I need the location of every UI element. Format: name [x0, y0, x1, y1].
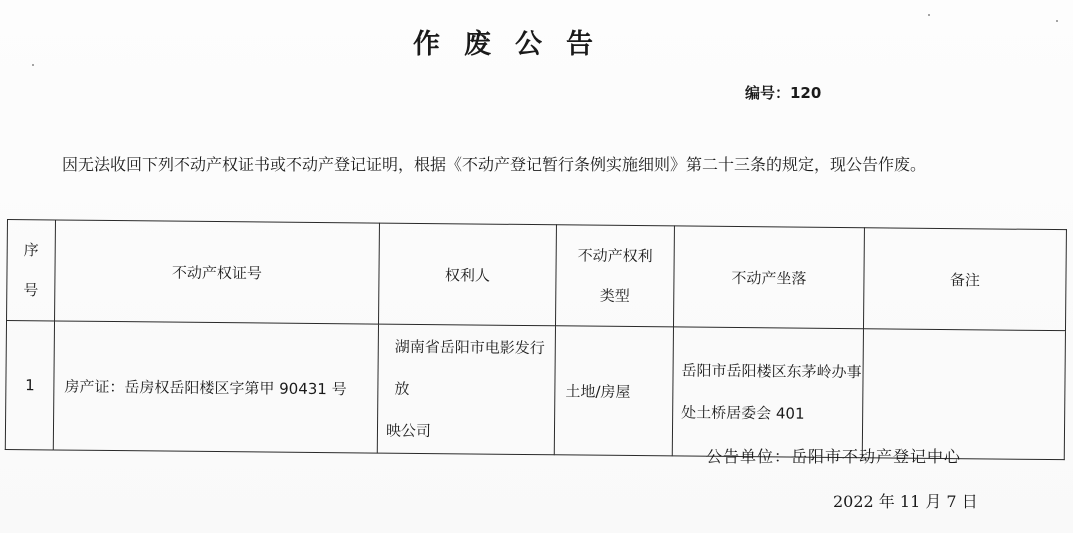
cell-location-line-1: 岳阳市岳阳楼区东茅岭办事 — [681, 361, 862, 382]
cell-owner-line-2: 映公司 — [385, 421, 432, 441]
header-cert-number: 不动产权证号 — [55, 220, 380, 324]
document-title: 作废公告 — [413, 29, 617, 60]
issuing-unit: 公告单位：岳阳市不动产登记中心 — [706, 447, 962, 466]
cell-location-line-2: 处土桥居委会 401 — [681, 403, 805, 423]
intro-paragraph: 因无法收回下列不动产权证书或不动产登记证明，根据《不动产登记暂行条例实施细则》第二十三条的规定，现公告作废。 — [62, 155, 927, 174]
header-seq-line-1: 序 — [23, 241, 39, 260]
cell-note — [862, 329, 1065, 460]
header-owner: 权利人 — [379, 223, 557, 326]
cell-owner — [377, 324, 555, 455]
cell-right-type: 土地/房屋 — [554, 326, 673, 456]
cell-cert-number: 房产证：岳房权岳阳楼区字第甲 90431 号 — [53, 321, 378, 453]
cell-owner-line-1: 湖南省岳阳市电影发行放 — [394, 337, 545, 398]
scan-speck — [1056, 20, 1058, 22]
header-location: 不动产坐落 — [673, 226, 864, 329]
issue-date: 2022 年 11 月 7 日 — [833, 492, 978, 511]
document-number: 编号：120 — [745, 84, 822, 102]
table-row — [5, 321, 1065, 460]
header-right-type-line-1: 不动产权利 — [577, 246, 653, 266]
header-right-type-line-2: 类型 — [599, 286, 630, 305]
scan-speck — [32, 64, 34, 66]
scan-speck — [928, 14, 930, 16]
cell-seq: 1 — [5, 321, 54, 450]
header-note: 备注 — [863, 228, 1066, 331]
table-header-row — [7, 220, 1067, 331]
cell-location — [672, 327, 863, 458]
header-right-type — [556, 225, 675, 327]
header-seq — [7, 220, 56, 321]
cancellation-table — [5, 219, 1067, 460]
header-seq-line-2: 号 — [23, 281, 39, 300]
